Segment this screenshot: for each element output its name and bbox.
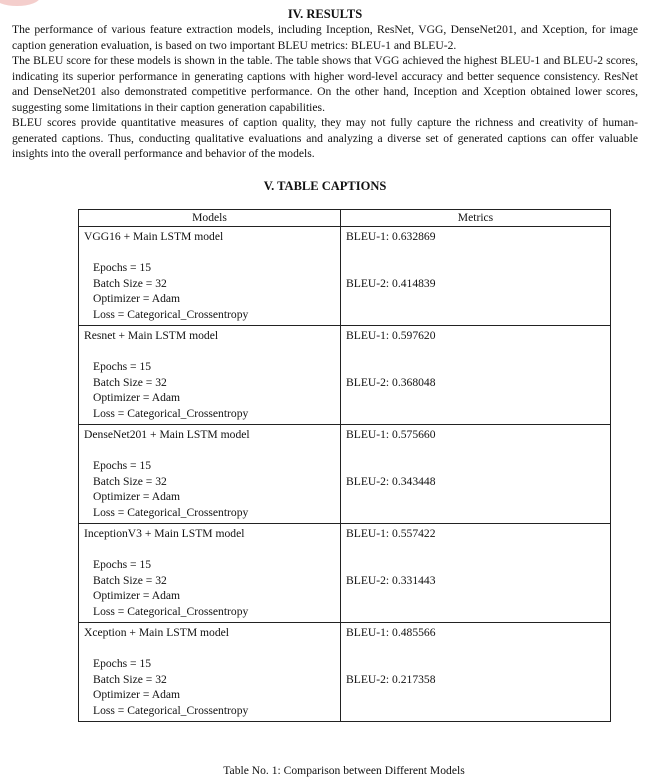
bleu1-value: BLEU-1: 0.575660 [346,428,436,441]
table-caption: Table No. 1: Comparison between Different Models [223,764,465,777]
metrics-cell [341,623,611,722]
metrics-cell [341,227,611,326]
model-cell [79,326,341,425]
loss-param: Loss = Categorical_Crossentropy [93,406,249,420]
results-paragraph-1: The performance of various feature extraction models, including Inception, ResNet, VGG, DenseNet201, and Xception, for image caption generation evaluation, is based on two important BLEU metrics: BLEU-1 and BLEU-2. [12,23,638,52]
batch-size-param: Batch Size = 32 [93,672,167,686]
optimizer-param: Optimizer = Adam [93,292,181,305]
model-name: DenseNet201 + Main LSTM model [84,428,250,441]
model-name: Xception + Main LSTM model [84,626,230,639]
epochs-param: Epochs = 15 [93,261,152,274]
bleu2-value: BLEU-2: 0.217358 [346,672,436,686]
bleu1-value: BLEU-1: 0.597620 [346,329,436,342]
results-heading: IV. RESULTS [287,7,363,21]
model-cell [79,623,341,722]
optimizer-param: Optimizer = Adam [93,391,181,404]
model-cell [79,425,341,524]
loss-param: Loss = Categorical_Crossentropy [93,307,249,321]
bleu1-value: BLEU-1: 0.557422 [346,527,436,540]
model-cell [79,227,341,326]
model-name: Resnet + Main LSTM model [84,329,219,342]
table-row [79,623,611,722]
model-cell [79,524,341,623]
loss-param: Loss = Categorical_Crossentropy [93,604,249,618]
column-header-metrics: Metrics [341,210,611,227]
model-name: VGG16 + Main LSTM model [84,230,224,243]
loss-param: Loss = Categorical_Crossentropy [93,505,249,519]
column-header-models: Models [79,210,341,227]
table-row [79,425,611,524]
table-row [79,326,611,425]
model-name: InceptionV3 + Main LSTM model [84,527,245,540]
metrics-cell [341,524,611,623]
epochs-param: Epochs = 15 [93,459,152,472]
bleu2-value: BLEU-2: 0.343448 [346,474,436,488]
table-row [79,227,611,326]
batch-size-param: Batch Size = 32 [93,276,167,290]
results-paragraph-3: BLEU scores provide quantitative measures of caption quality, they may not fully capture the richness and creativity of human-generated captions. Thus, conducting qualitative evaluations and analyzing a diverse set of generated captions can offer valuable insights into the overall performance and behavior of the models. [12,116,638,160]
metrics-cell [341,425,611,524]
optimizer-param: Optimizer = Adam [93,589,181,602]
epochs-param: Epochs = 15 [93,657,152,670]
table-section-heading: V. TABLE CAPTIONS [263,179,387,193]
batch-size-param: Batch Size = 32 [93,573,167,587]
table-header-row [79,210,611,227]
bleu1-value: BLEU-1: 0.485566 [346,626,436,639]
results-paragraph-2: The BLEU score for these models is shown in the table. The table shows that VGG achieved the highest BLEU-1 and BLEU-2 scores, indicating its superior performance in generating captions with higher word-level accuracy and better sequence consistency. ResNet and DenseNet201 also demonstrated competitive performance. On the other hand, Inception and Xception obtained lower scores, suggesting some limitations in their caption generation capabilities. [12,54,638,114]
loss-param: Loss = Categorical_Crossentropy [93,703,249,717]
optimizer-param: Optimizer = Adam [93,688,181,701]
results-page [12,6,638,777]
bleu2-value: BLEU-2: 0.414839 [346,276,436,290]
metrics-cell [341,326,611,425]
epochs-param: Epochs = 15 [93,558,152,571]
epochs-param: Epochs = 15 [93,360,152,373]
bleu2-value: BLEU-2: 0.331443 [346,573,436,587]
comparison-table [78,209,611,722]
optimizer-param: Optimizer = Adam [93,490,181,503]
table-row [79,524,611,623]
batch-size-param: Batch Size = 32 [93,375,167,389]
bleu2-value: BLEU-2: 0.368048 [346,375,436,389]
batch-size-param: Batch Size = 32 [93,474,167,488]
bleu1-value: BLEU-1: 0.632869 [346,230,436,243]
